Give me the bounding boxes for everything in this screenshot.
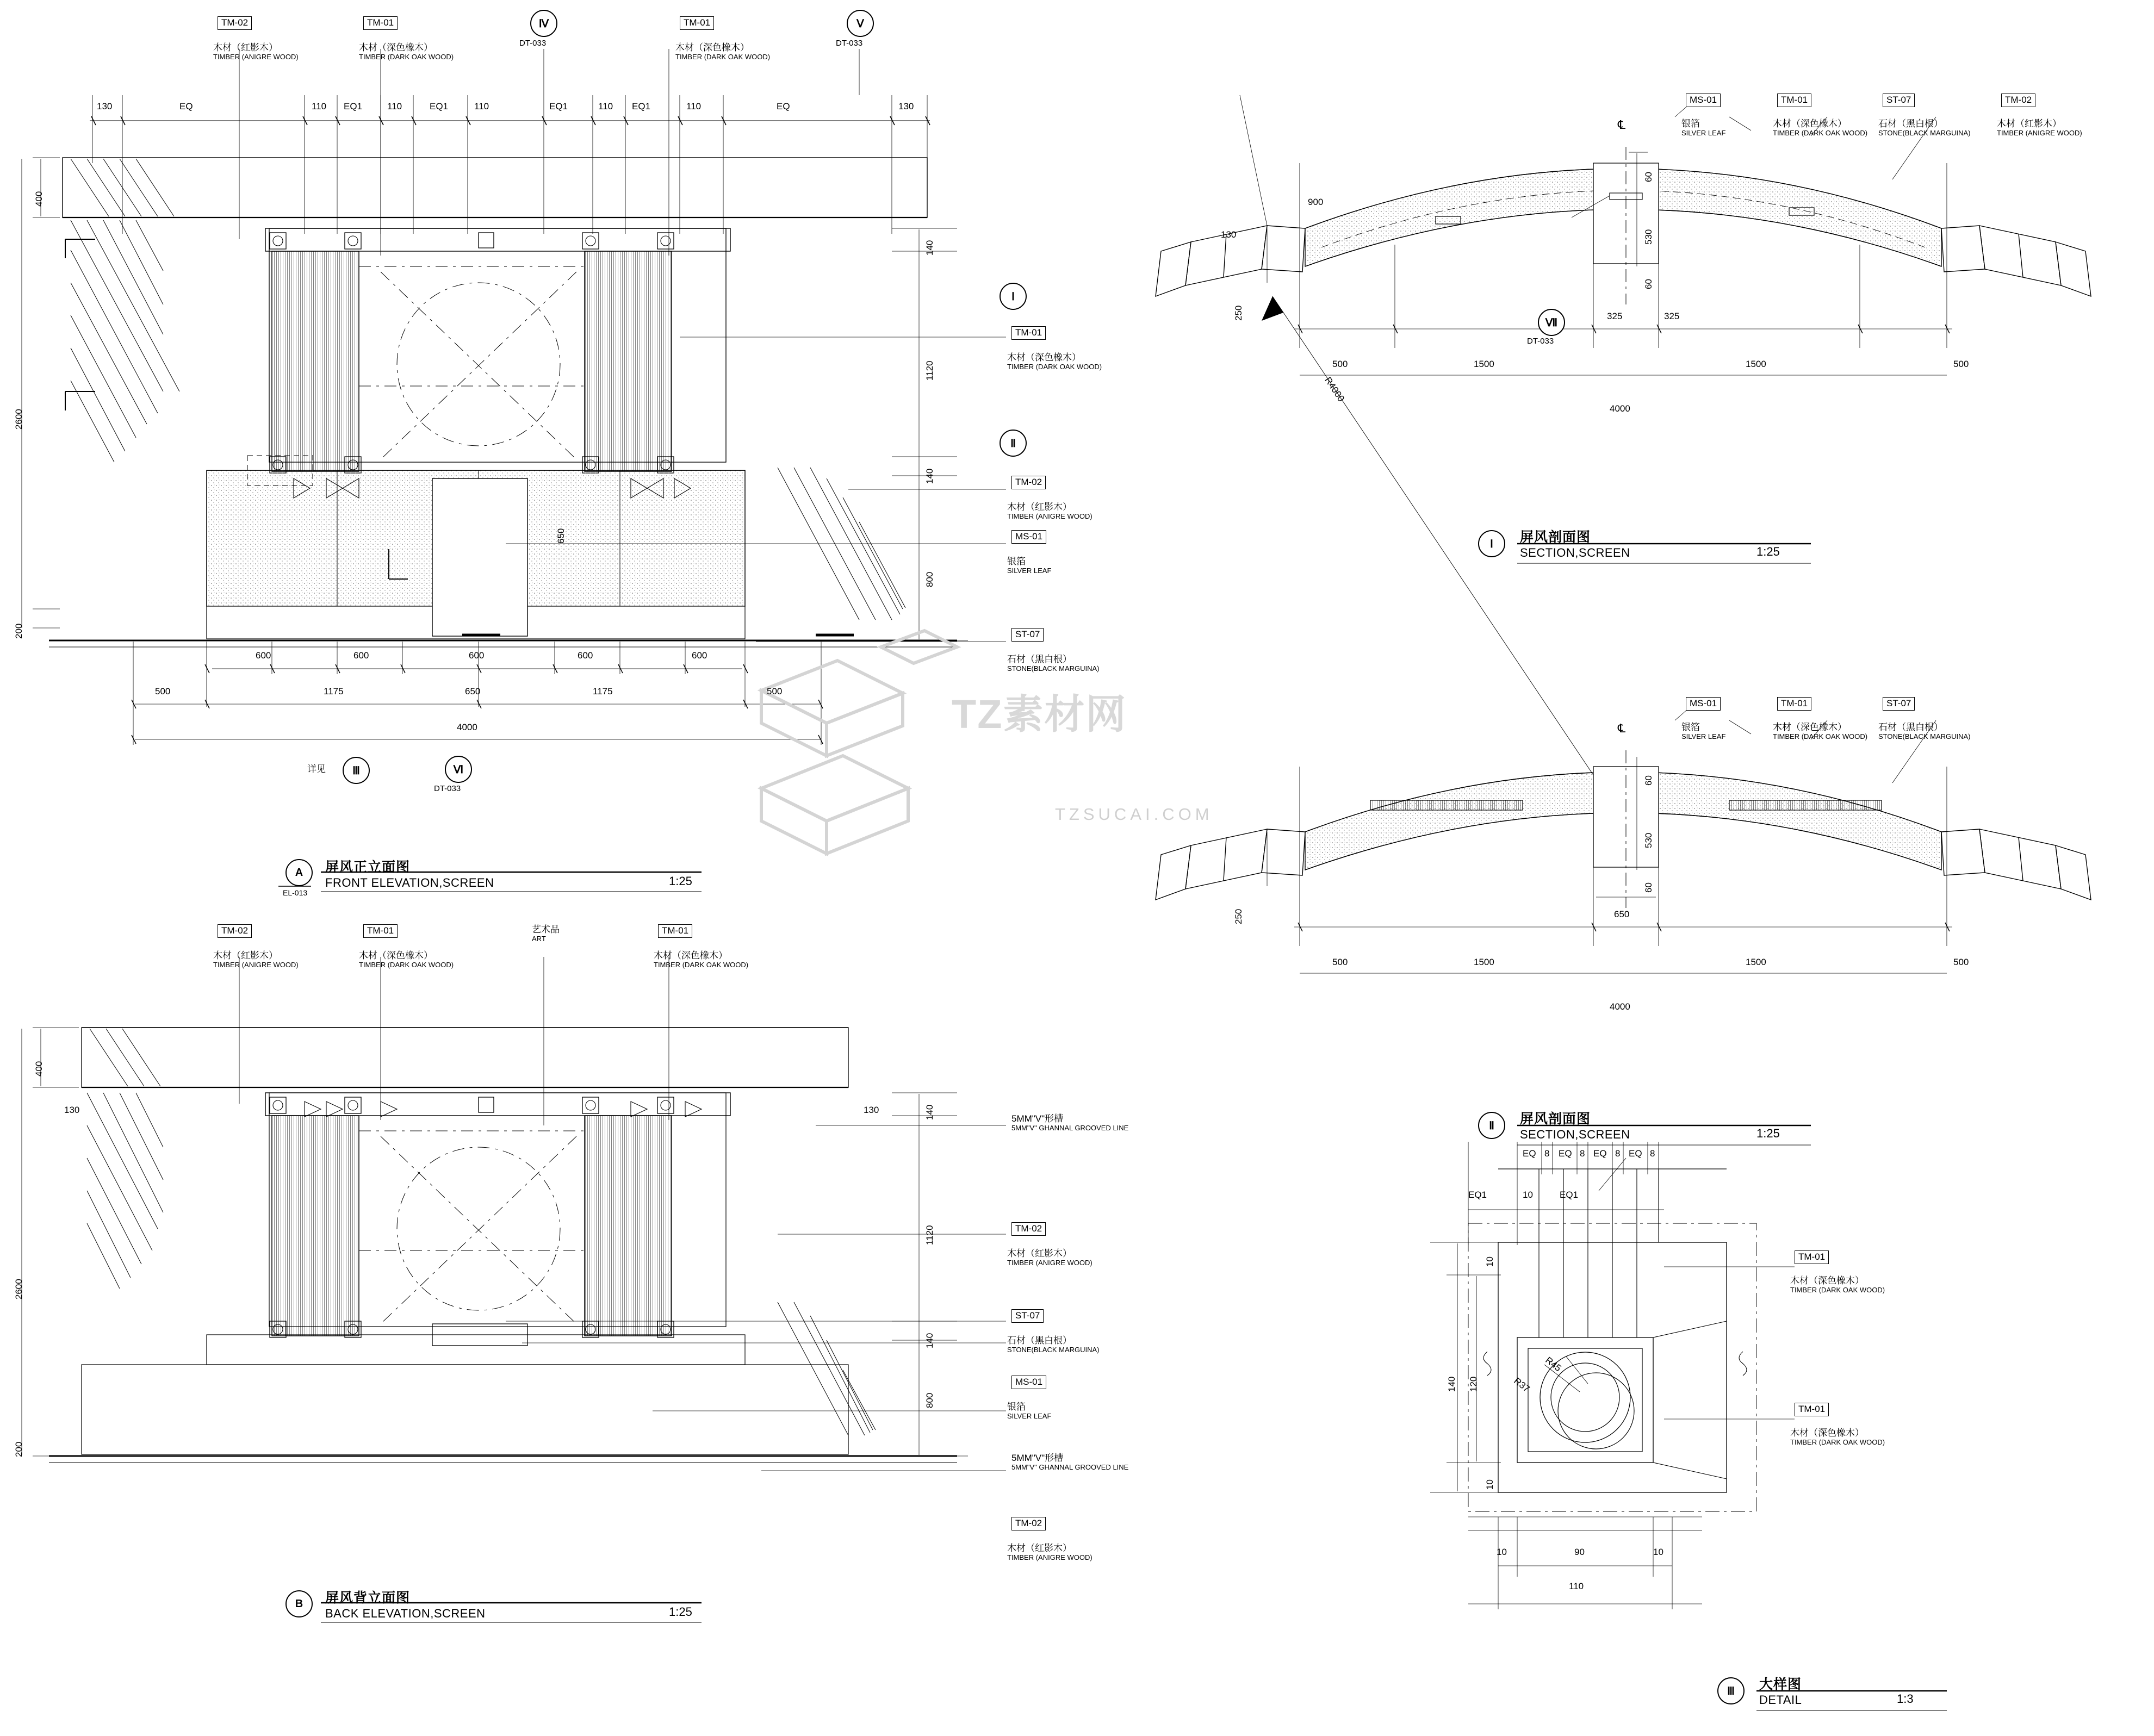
material-note-cn: 木材（红影木） [213, 950, 278, 961]
material-note-ms01 [1007, 1402, 1051, 1420]
material-note-tm01 [654, 950, 748, 969]
material-note-tm02 [1007, 1248, 1092, 1267]
material-tag-tm01: TM-01 [363, 16, 398, 30]
material-note-cn: 石材（黑白根） [1007, 1335, 1072, 1346]
dim: 130 [64, 1105, 80, 1115]
view-title-cn: 屏风正立面图 [325, 860, 411, 875]
dim: EQ [1523, 1148, 1536, 1159]
material-note-tm01 [1790, 1428, 1885, 1446]
dim: 500 [1953, 957, 1969, 967]
material-note-cn: 木材（深色橡木） [1773, 119, 1847, 129]
marker-7-sheet: DT-033 [1527, 337, 1554, 346]
dim: 130 [864, 1105, 879, 1115]
material-note-cn: 木材（红影木） [1007, 1248, 1072, 1259]
material-note-en: TIMBER (ANIGRE WOOD) [1007, 512, 1092, 520]
dim: 140 [924, 1104, 935, 1120]
dim: 10 [1523, 1190, 1533, 1200]
view-scale-B [669, 1605, 692, 1619]
material-note-cn: 木材（深色橡木） [359, 42, 433, 53]
dim: 500 [1953, 359, 1969, 369]
material-tag-tm01: TM-01 [363, 924, 398, 938]
dim: 650 [1614, 909, 1630, 919]
dim: 10 [1653, 1547, 1663, 1557]
material-tag-tm01: TM-01 [1011, 326, 1046, 340]
material-note-en: TIMBER (DARK OAK WOOD) [1773, 732, 1868, 741]
dim: 130 [97, 101, 113, 111]
dim: 600 [578, 650, 593, 661]
view-marker-A: A [285, 859, 313, 886]
marker-7: Ⅶ [1538, 309, 1565, 336]
dim: 110 [474, 101, 489, 111]
dim: 530 [1643, 229, 1654, 245]
dim: EQ [777, 101, 790, 111]
dim: 110 [598, 101, 613, 111]
material-note-art [532, 924, 560, 943]
material-tag-tm01: TM-01 [680, 16, 714, 30]
dim: 110 [312, 101, 327, 111]
material-tag-tm02: TM-02 [218, 16, 252, 30]
dim: 90 [1574, 1547, 1585, 1557]
view-scale-III [1897, 1692, 1914, 1706]
material-note-en: TIMBER (DARK OAK WOOD) [654, 960, 749, 969]
material-note-st07 [1878, 119, 1971, 137]
dim: EQ1 [344, 101, 363, 111]
dim: 1500 [1746, 359, 1766, 369]
dim: 1120 [924, 360, 935, 381]
view-title-en: SECTION,SCREEN [1520, 546, 1630, 559]
centerline-symbol: ℄ [1618, 118, 1626, 132]
dim: EQ1 [1560, 1190, 1579, 1200]
material-tag-st07: ST-07 [1011, 1309, 1044, 1323]
view-title-cn: 屏风背立面图 [325, 1590, 411, 1606]
view-title-en: FRONT ELEVATION,SCREEN [325, 876, 494, 889]
view-title-cn: 屏风剖面图 [1520, 1111, 1591, 1127]
view-scale-II [1756, 1127, 1780, 1141]
dim: EQ1 [632, 101, 651, 111]
material-note-cn: 木材（深色橡木） [1007, 352, 1081, 363]
dim: 8 [1544, 1148, 1550, 1159]
material-note-en: TIMBER (ANIGRE WOOD) [1997, 128, 2082, 137]
material-note-st07 [1878, 722, 1971, 741]
material-note-tm01 [1773, 119, 1867, 137]
dim: 1500 [1746, 957, 1766, 967]
material-tag-ms01: MS-01 [1011, 530, 1046, 544]
dim: 250 [1233, 909, 1244, 924]
material-tag-tm02: TM-02 [1011, 1517, 1046, 1530]
material-tag-ms01: MS-01 [1686, 697, 1721, 711]
view-title-cn: 大样图 [1759, 1677, 1802, 1692]
view-scale-value: 1:25 [1756, 545, 1780, 558]
material-note-ms01 [1681, 119, 1725, 137]
dim: 1175 [324, 686, 344, 696]
material-note-cn: 木材（深色橡木） [359, 950, 433, 961]
material-note-cn: 5MM"V"形槽 [1011, 1453, 1064, 1463]
view-marker-II: Ⅱ [1478, 1112, 1505, 1139]
material-note-groove [1011, 1113, 1128, 1132]
watermark-text: TZ素材网 [952, 692, 1127, 737]
material-note-tm01 [1773, 722, 1867, 741]
material-note-ms01 [1681, 722, 1725, 741]
marker-5: Ⅴ [847, 10, 874, 37]
material-tag-tm02: TM-02 [1011, 1222, 1046, 1236]
view-marker-I: Ⅰ [1478, 530, 1505, 557]
material-note-en: TIMBER (DARK OAK WOOD) [359, 52, 454, 61]
dim: 400 [34, 1061, 44, 1077]
dim: 600 [353, 650, 369, 661]
material-note-cn: 艺术品 [532, 924, 560, 935]
material-tag-st07: ST-07 [1011, 628, 1044, 642]
dim-radius: R4000 [1323, 375, 1347, 404]
marker-3: Ⅲ [343, 757, 370, 784]
material-note-en: TIMBER (DARK OAK WOOD) [1790, 1438, 1885, 1446]
dim: 500 [1332, 359, 1348, 369]
material-note-en: 5MM"V" GHANNAL GROOVED LINE [1011, 1463, 1129, 1471]
detail-note: 详见 [307, 764, 326, 774]
view-title-III [1759, 1673, 1802, 1707]
dim: 120 [1468, 1376, 1479, 1392]
marker-1: Ⅰ [1000, 283, 1027, 310]
dim: 10 [1485, 1479, 1495, 1490]
dim: 250 [1233, 305, 1244, 321]
dim: 1175 [593, 686, 613, 696]
dim: EQ [1593, 1148, 1607, 1159]
dim: 140 [924, 1333, 935, 1348]
view-marker-III: Ⅲ [1717, 1677, 1745, 1704]
dim: 650 [556, 528, 566, 544]
dim: 600 [469, 650, 485, 661]
dim-radius: R45 [1543, 1355, 1563, 1374]
material-note-cn: 木材（红影木） [1007, 1543, 1072, 1553]
view-title-I [1520, 526, 1630, 560]
dim: EQ [1629, 1148, 1642, 1159]
dim: 130 [898, 101, 914, 111]
view-marker-B: B [285, 1590, 313, 1617]
material-note-en: STONE(BLACK MARGUINA) [1007, 1345, 1100, 1354]
material-note-cn: 石材（黑白根） [1878, 119, 1943, 129]
dim: EQ1 [1468, 1190, 1487, 1200]
material-note-cn: 木材（红影木） [1007, 502, 1072, 512]
material-note-cn: 银箔 [1007, 1402, 1026, 1412]
dim: 8 [1650, 1148, 1655, 1159]
view-title-en: BACK ELEVATION,SCREEN [325, 1607, 486, 1620]
dim: EQ [1559, 1148, 1572, 1159]
material-tag-st07: ST-07 [1883, 697, 1915, 711]
material-tag-tm02: TM-02 [2001, 94, 2035, 107]
centerline-symbol: ℄ [1618, 721, 1626, 735]
marker-4: Ⅳ [530, 10, 557, 37]
material-note-en: SILVER LEAF [1681, 128, 1726, 137]
dim: EQ1 [549, 101, 568, 111]
material-note-cn: 银箔 [1681, 722, 1700, 732]
dim: 200 [14, 1441, 24, 1457]
dim-overall: 4000 [1610, 1001, 1630, 1012]
marker-6-sheet: DT-033 [434, 784, 461, 793]
dim: 8 [1615, 1148, 1621, 1159]
dim: 60 [1643, 172, 1654, 182]
dim: 10 [1497, 1547, 1507, 1557]
dim-overall: 4000 [457, 722, 477, 732]
view-title-B [325, 1587, 486, 1621]
marker-2: Ⅱ [1000, 430, 1027, 457]
material-tag-tm01: TM-01 [1795, 1403, 1829, 1416]
dim: 60 [1643, 882, 1654, 893]
material-tag-tm01: TM-01 [1795, 1250, 1829, 1264]
material-note-en: TIMBER (DARK OAK WOOD) [1790, 1285, 1885, 1294]
dim: EQ1 [430, 101, 449, 111]
view-title-II [1520, 1108, 1630, 1142]
dim: 325 [1607, 311, 1623, 321]
dim: 600 [256, 650, 271, 661]
material-tag-tm01: TM-01 [658, 924, 692, 938]
material-note-cn: 木材（深色橡木） [1790, 1428, 1864, 1438]
material-tag-tm01: TM-01 [1777, 94, 1811, 107]
material-tag-ms01: MS-01 [1011, 1376, 1046, 1389]
material-note-cn: 木材（深色橡木） [654, 950, 728, 961]
material-tag-tm02: TM-02 [1011, 476, 1046, 489]
material-note-en: TIMBER (DARK OAK WOOD) [675, 52, 771, 61]
material-note-cn: 木材（深色橡木） [675, 42, 749, 53]
dim-overall: 4000 [1610, 403, 1630, 414]
material-note-cn: 银箔 [1681, 119, 1700, 129]
dim: 900 [1308, 197, 1324, 207]
view-scale-value: 1:25 [669, 874, 692, 888]
dim: 530 [1643, 832, 1654, 848]
dim: 110 [686, 101, 702, 111]
material-note-en: TIMBER (ANIGRE WOOD) [1007, 1553, 1092, 1561]
material-note-en: TIMBER (DARK OAK WOOD) [359, 960, 454, 969]
material-note-en: TIMBER (ANIGRE WOOD) [213, 960, 299, 969]
marker-5-sheet: DT-033 [836, 39, 863, 48]
dim-radius: R37 [1512, 1376, 1532, 1395]
dim: 800 [924, 1392, 935, 1408]
dim: 500 [1332, 957, 1348, 967]
dim: 500 [155, 686, 171, 696]
dim: 325 [1664, 311, 1680, 321]
view-title-cn: 屏风剖面图 [1520, 530, 1591, 545]
material-note-cn: 木材（红影木） [1997, 119, 2062, 129]
material-note-en: SILVER LEAF [1007, 1411, 1052, 1420]
material-note-tm01 [1790, 1275, 1885, 1294]
view-scale-value: 1:25 [1756, 1127, 1780, 1140]
material-note-en: SILVER LEAF [1681, 732, 1726, 741]
material-note-tm02 [213, 950, 299, 969]
dim: 600 [692, 650, 707, 661]
material-tag-ms01: MS-01 [1686, 94, 1721, 107]
material-note-st07 [1007, 1335, 1100, 1354]
material-note-en: TIMBER (DARK OAK WOOD) [1007, 362, 1102, 371]
material-note-en: STONE(BLACK MARGUINA) [1878, 128, 1971, 137]
view-title-en: SECTION,SCREEN [1520, 1128, 1630, 1141]
material-tag-tm02: TM-02 [218, 924, 252, 938]
material-note-tm02 [1997, 119, 2082, 137]
dim: 1500 [1474, 957, 1494, 967]
dim: 8 [1580, 1148, 1585, 1159]
material-note-tm01 [359, 950, 454, 969]
view-ref-A: EL-013 [283, 888, 308, 897]
material-note-en: 5MM"V" GHANNAL GROOVED LINE [1011, 1123, 1129, 1132]
material-note-en: TIMBER (DARK OAK WOOD) [1773, 128, 1868, 137]
dim: 140 [1447, 1376, 1457, 1392]
dim: 10 [1485, 1256, 1495, 1267]
dim: 140 [924, 240, 935, 256]
material-note-cn: 银箔 [1007, 556, 1026, 567]
dim-overall: 110 [1569, 1581, 1584, 1591]
material-note-en: TIMBER (ANIGRE WOOD) [1007, 1258, 1092, 1267]
material-note-en: TIMBER (ANIGRE WOOD) [213, 52, 299, 61]
material-tag-st07: ST-07 [1883, 94, 1915, 107]
dim: 400 [34, 191, 44, 207]
material-note-en: SILVER LEAF [1007, 566, 1052, 575]
material-note-en: STONE(BLACK MARGUINA) [1878, 732, 1971, 741]
view-scale-I [1756, 545, 1780, 559]
material-note-en: ART [532, 934, 546, 943]
view-scale-value: 1:3 [1897, 1692, 1914, 1706]
marker-6: Ⅵ [445, 756, 472, 783]
dim: 60 [1643, 279, 1654, 289]
dim: 110 [387, 101, 402, 111]
view-scale-value: 1:25 [669, 1605, 692, 1619]
material-tag-tm01: TM-01 [1777, 697, 1811, 711]
material-note-cn: 木材（红影木） [213, 42, 278, 53]
dim: 1120 [924, 1225, 935, 1245]
material-note-groove [1011, 1453, 1128, 1471]
material-note-cn: 石材（黑白根） [1007, 654, 1072, 664]
material-note-en: STONE(BLACK MARGUINA) [1007, 664, 1100, 673]
dim: 60 [1643, 775, 1654, 786]
material-note-cn: 石材（黑白根） [1878, 722, 1943, 732]
dim: 800 [924, 571, 935, 587]
dim: 200 [14, 623, 24, 639]
dim: 2600 [14, 409, 24, 430]
dim: 650 [465, 686, 481, 696]
material-note-cn: 5MM"V"形槽 [1011, 1113, 1064, 1124]
marker-4-sheet: DT-033 [519, 39, 547, 48]
dim: EQ [179, 101, 193, 111]
material-note-tm02 [1007, 1543, 1092, 1561]
material-note-cn: 木材（深色橡木） [1773, 722, 1847, 732]
view-title-en: DETAIL [1759, 1693, 1802, 1707]
dim: 500 [767, 686, 783, 696]
material-note-cn: 木材（深色橡木） [1790, 1275, 1864, 1286]
dim: 130 [1221, 229, 1237, 240]
dim: 1500 [1474, 359, 1494, 369]
dim: 140 [924, 468, 935, 484]
watermark-url: TZSUCAI.COM [1055, 805, 1213, 824]
dim: 2600 [14, 1279, 24, 1299]
